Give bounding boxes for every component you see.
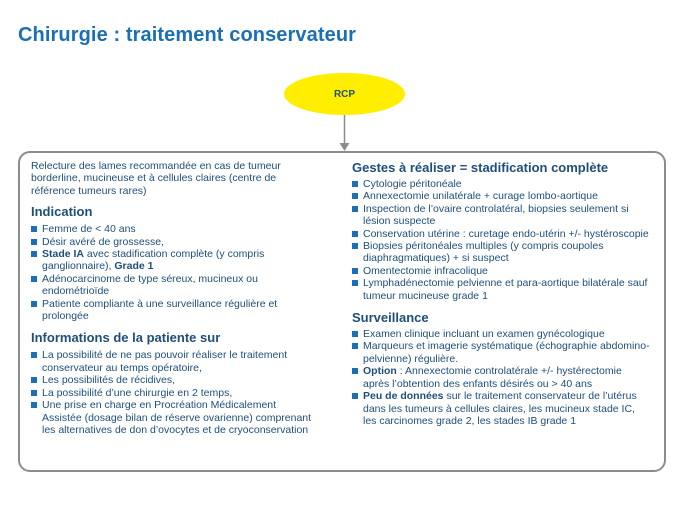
square-bullet-icon (352, 368, 358, 374)
indication-list (31, 223, 314, 322)
square-bullet-icon (31, 301, 37, 307)
square-bullet-icon (31, 276, 37, 282)
rcp-label: RCP (333, 88, 356, 100)
list-item: La possibilité d’une chirurgie en 2 temps, (31, 387, 314, 399)
left-column (31, 160, 314, 444)
list-item: Désir avéré de grossesse, (31, 236, 314, 248)
surveillance-list (352, 328, 650, 427)
list-item: Une prise en charge en Procréation Médicalement Assistée (dosage bilan de réserve ovarienne) comprenant les alternatives de don d’ovocytes et de cryoconservation (31, 399, 314, 436)
square-bullet-icon (352, 206, 358, 212)
information-list (31, 349, 314, 436)
list-item: Conservation utérine : curetage endo-utérin +/- hystéroscopie (352, 228, 650, 240)
list-item: Cytologie péritonéale (352, 178, 650, 190)
list-item: Les possibilités de récidives, (31, 374, 314, 386)
list-item: Adénocarcinome de type séreux, mucineux ou endométrioïde (31, 273, 314, 298)
square-bullet-icon (31, 352, 37, 358)
list-item: Option : Annexectomie controlatérale +/- hystérectomie après l’obtention des enfants désirés ou > 40 ans (352, 365, 650, 390)
list-item: Inspection de l’ovaire controlatéral, biopsies seulement si lésion suspecte (352, 203, 650, 228)
list-item: Examen clinique incluant un examen gynécologique (352, 328, 650, 340)
list-item: Annexectomie unilatérale + curage lombo-aortique (352, 190, 650, 202)
square-bullet-icon (352, 343, 358, 349)
list-item: Stade IA avec stadification complète (y compris ganglionnaire), Grade 1 (31, 248, 314, 273)
square-bullet-icon (31, 239, 37, 245)
square-bullet-icon (352, 331, 358, 337)
list-item: Femme de < 40 ans (31, 223, 314, 235)
square-bullet-icon (31, 226, 37, 232)
square-bullet-icon (352, 243, 358, 249)
square-bullet-icon (352, 181, 358, 187)
list-item: Peu de données sur le traitement conservateur de l’utérus dans les tumeurs à cellules claires, les mucineux stade IC, les carcinomes grade 2, les stades IB grade 1 (352, 390, 650, 427)
gestes-list (352, 178, 650, 302)
list-item: Omentectomie infracolique (352, 265, 650, 277)
square-bullet-icon (352, 393, 358, 399)
list-item: La possibilité de ne pas pouvoir réaliser le traitement conservateur au temps opératoire, (31, 349, 314, 374)
square-bullet-icon (352, 268, 358, 274)
square-bullet-icon (31, 377, 37, 383)
list-item: Patiente compliante à une surveillance régulière et prolongée (31, 298, 314, 323)
square-bullet-icon (352, 231, 358, 237)
square-bullet-icon (31, 402, 37, 408)
right-column (352, 160, 650, 435)
page-title: Chirurgie : traitement conservateur (18, 24, 357, 46)
list-item: Lymphadénectomie pelvienne et para-aortique bilatérale sauf tumeur mucineuse grade 1 (352, 277, 650, 302)
square-bullet-icon (31, 390, 37, 396)
content-box (18, 151, 666, 472)
list-item: Marqueurs et imagerie systématique (échographie abdomino-pelvienne) régulière. (352, 340, 650, 365)
indication-heading: Indication (31, 204, 93, 220)
gestes-heading: Gestes à réaliser = stadification complète (352, 160, 609, 175)
square-bullet-icon (352, 280, 358, 286)
square-bullet-icon (352, 193, 358, 199)
square-bullet-icon (31, 251, 37, 257)
surveillance-heading: Surveillance (352, 310, 429, 326)
intro-text: Relecture des lames recommandée en cas de tumeur borderline, mucineuse et à cellules claires (centre de référence tumeurs rares) (31, 160, 281, 197)
information-heading: Informations de la patiente sur (31, 330, 221, 346)
list-item: Biopsies péritonéales multiples (y compris coupoles diaphragmatiques) + si suspect (352, 240, 650, 265)
